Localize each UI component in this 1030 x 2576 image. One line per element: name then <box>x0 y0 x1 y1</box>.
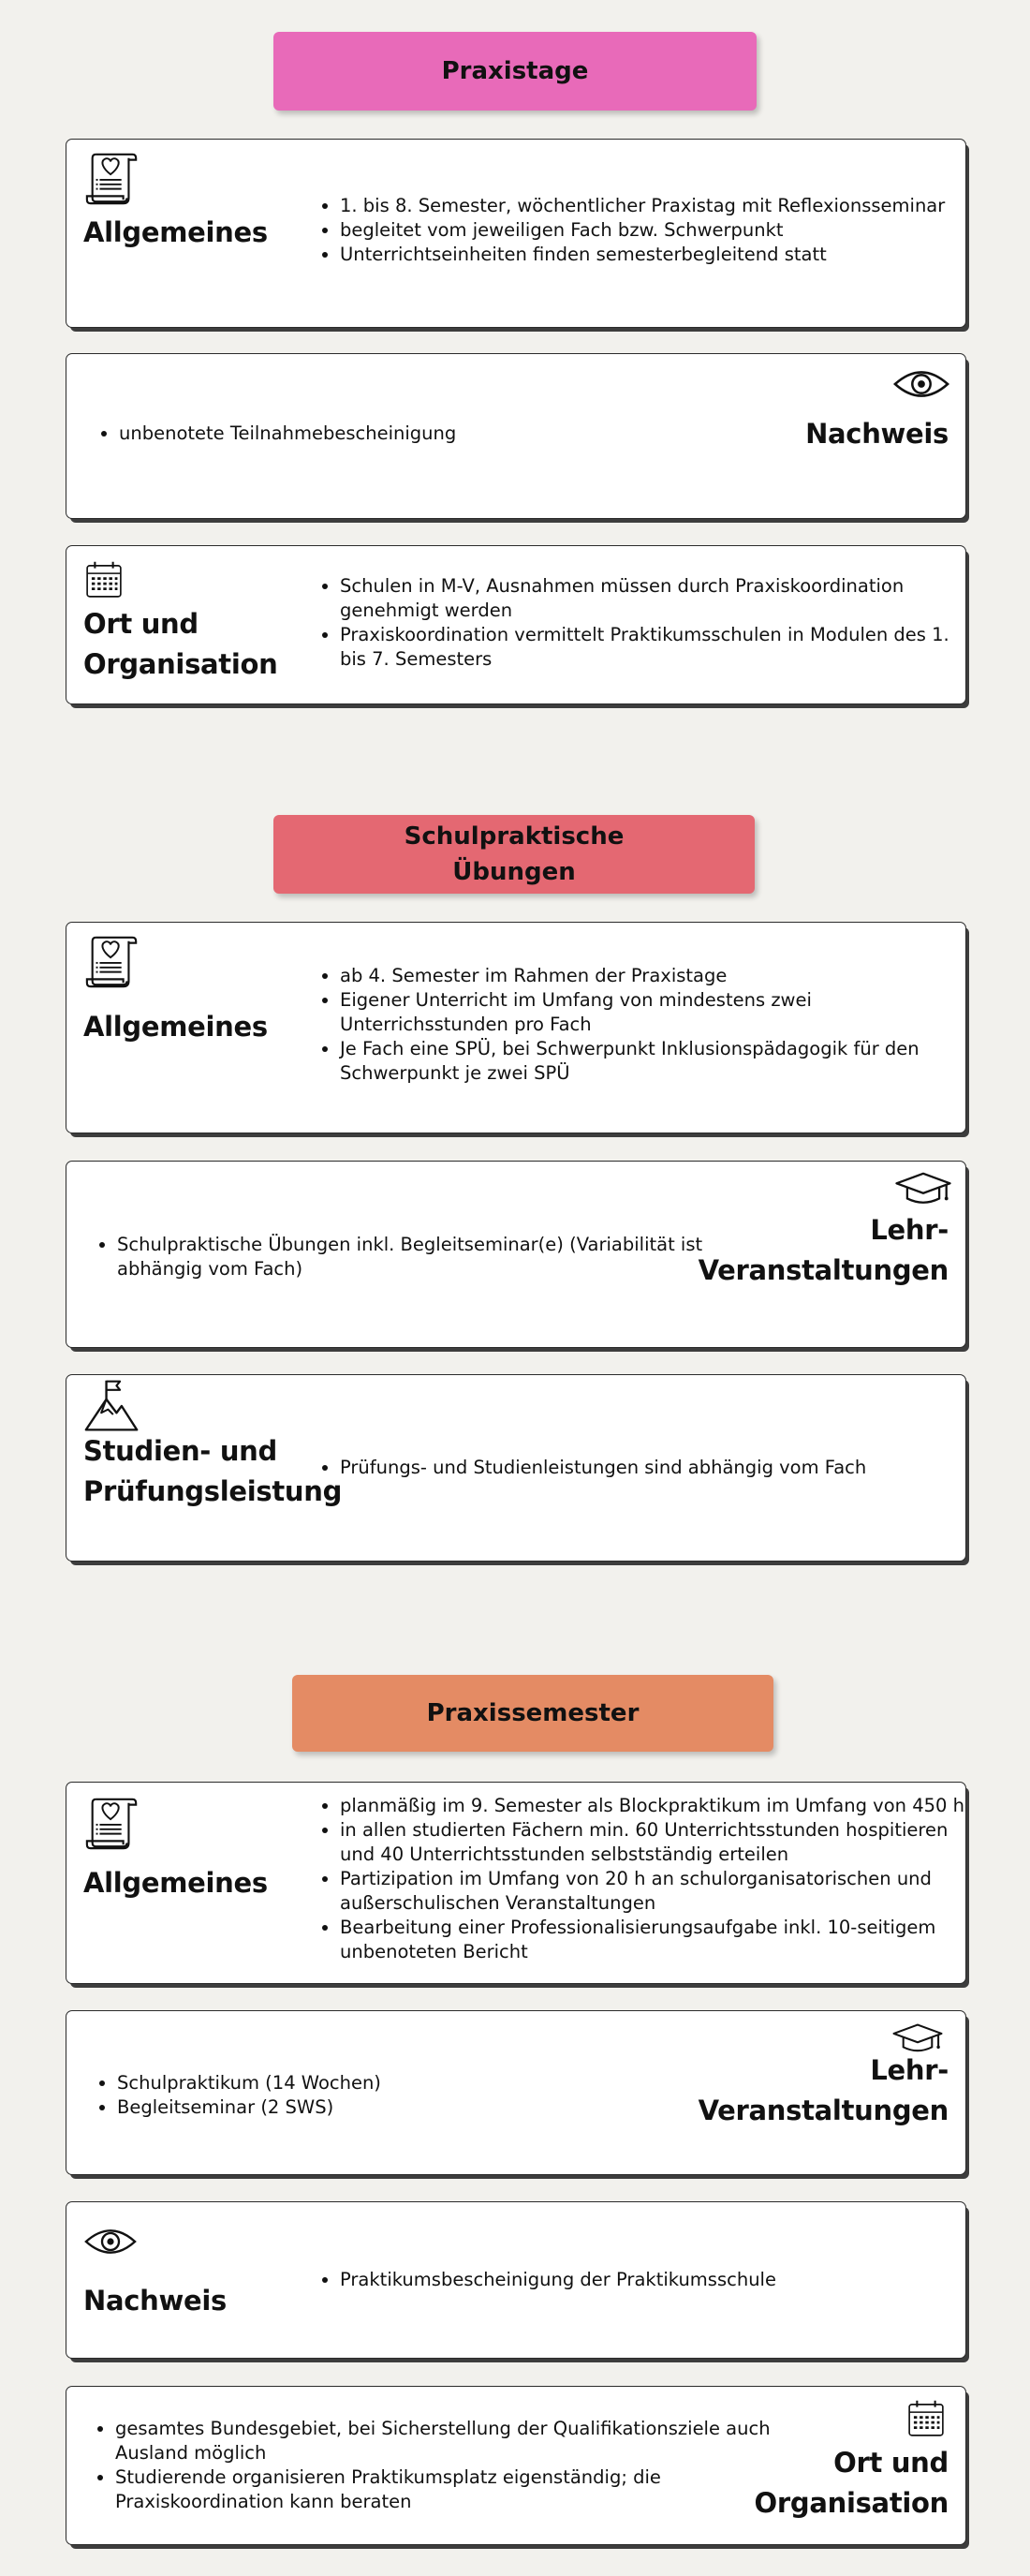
section-title-text: Praxistage <box>441 57 589 85</box>
section-title-line: Schulpraktische <box>404 822 625 851</box>
list-item: • unbenotete Teilnahmebescheinigung <box>119 422 718 446</box>
bullet-list <box>314 1794 967 1964</box>
list-item: • planmäßig im 9. Semester als Blockpraktikum im Umfang von 450 h <box>340 1794 967 1818</box>
bullet-list <box>314 194 977 267</box>
list-item: • Schulen in M-V, Ausnahmen müssen durch Praxiskoordination genehmigt werden <box>340 574 958 623</box>
card-heading <box>699 2050 949 2131</box>
bullet-list <box>314 1456 958 1480</box>
card-nachweis <box>66 2201 966 2359</box>
bullet-list <box>314 2268 958 2292</box>
list-item: • Praktikumsbescheinigung der Praktikumsschule <box>340 2268 958 2292</box>
card-heading <box>755 2443 949 2524</box>
card-heading: Allgemeines <box>83 216 268 248</box>
card-heading-line: Organisation <box>83 648 278 680</box>
list-item: • in allen studierten Fächern min. 60 Unterrichtsstunden hospitieren und 40 Unterrichtsstunden selbstständig erteilen <box>340 1818 967 1867</box>
bullet-list <box>93 422 718 446</box>
card-lehrveranstaltungen <box>66 1161 966 1348</box>
card-lehrveranstaltungen <box>66 2010 966 2175</box>
section-title-praxissemester <box>292 1675 773 1752</box>
mountain-flag-icon <box>83 1379 140 1433</box>
card-heading-line: Veranstaltungen <box>698 1254 949 1286</box>
bullet-list <box>314 964 958 1086</box>
scroll-heart-icon <box>83 1794 141 1852</box>
card-heading: Allgemeines <box>83 1011 268 1043</box>
card-ort-organisation <box>66 2386 966 2545</box>
card-heading-line: Ort und <box>833 2447 949 2479</box>
bullet-list <box>91 1233 716 1281</box>
list-item: • Studierende organisieren Praktikumsplatz eigenständig; die Praxiskoordination kann beraten <box>115 2465 789 2514</box>
card-heading: Nachweis <box>805 418 949 450</box>
graduation-cap-icon <box>889 2022 947 2054</box>
list-item: • Schulpraktikum (14 Wochen) <box>117 2071 679 2095</box>
graduation-cap-icon <box>894 1171 952 1207</box>
section-title-schulpraktische-uebungen <box>273 815 755 894</box>
card-heading-line: Studien- und <box>83 1435 277 1467</box>
card-allgemeines <box>66 922 966 1133</box>
bullet-list <box>91 2071 679 2120</box>
list-item: • Eigener Unterricht im Umfang von mindestens zwei Unterrichsstunden pro Fach <box>340 988 958 1037</box>
card-allgemeines <box>66 139 966 328</box>
card-heading-line: Organisation <box>754 2487 949 2519</box>
eye-icon <box>892 365 950 403</box>
card-heading <box>83 1431 342 1512</box>
card-ort-organisation <box>66 545 966 704</box>
card-allgemeines <box>66 1782 966 1984</box>
card-heading-line: Ort und <box>83 608 199 640</box>
list-item: • Begleitseminar (2 SWS) <box>117 2095 679 2120</box>
card-heading: Allgemeines <box>83 1867 268 1899</box>
section-title-line: Übungen <box>452 858 576 886</box>
list-item: • Partizipation im Umfang von 20 h an schulorganisatorischen und außerschulischen Veranstaltungen <box>340 1867 967 1916</box>
card-heading-line: Veranstaltungen <box>698 2095 949 2126</box>
card-heading <box>83 604 277 685</box>
bullet-list <box>314 574 958 672</box>
card-heading-line: Lehr- <box>870 2054 949 2086</box>
section-title-praxistage <box>273 32 757 111</box>
list-item: • Schulpraktische Übungen inkl. Begleitseminar(e) (Variabilität ist abhängig vom Fach) <box>117 1233 716 1281</box>
list-item: • Bearbeitung einer Professionalisierungsaufgabe inkl. 10-seitigem unbenoteten Bericht <box>340 1916 967 1964</box>
card-heading <box>699 1210 949 1291</box>
list-item: • gesamtes Bundesgebiet, bei Sicherstellung der Qualifikationsziele auch Ausland möglich <box>115 2417 789 2465</box>
section-title-text: Praxissemester <box>426 1699 640 1727</box>
list-item: • Prüfungs- und Studienleistungen sind abhängig vom Fach <box>340 1456 958 1480</box>
list-item: • Praxiskoordination vermittelt Praktikumsschulen in Modulen des 1. bis 7. Semesters <box>340 623 958 672</box>
calendar-icon <box>905 2398 947 2439</box>
scroll-heart-icon <box>83 932 141 990</box>
scroll-heart-icon <box>83 149 141 207</box>
card-studien-pruefungsleistung <box>66 1374 966 1562</box>
eye-icon <box>83 2225 138 2258</box>
bullet-list <box>89 2417 789 2514</box>
card-heading-line: Lehr- <box>870 1214 949 1246</box>
calendar-icon <box>83 559 125 600</box>
list-item: • Je Fach eine SPÜ, bei Schwerpunkt Inklusionspädagogik für den Schwerpunkt je zwei SPÜ <box>340 1037 958 1086</box>
card-heading-line: Prüfungsleistung <box>83 1475 343 1507</box>
list-item: • 1. bis 8. Semester, wöchentlicher Praxistag mit Reflexionsseminar <box>340 194 977 218</box>
list-item: • ab 4. Semester im Rahmen der Praxistage <box>340 964 958 988</box>
list-item: • begleitet vom jeweiligen Fach bzw. Schwerpunkt <box>340 218 977 243</box>
card-nachweis <box>66 353 966 519</box>
list-item: • Unterrichtseinheiten finden semesterbegleitend statt <box>340 243 977 267</box>
card-heading: Nachweis <box>83 2285 227 2317</box>
